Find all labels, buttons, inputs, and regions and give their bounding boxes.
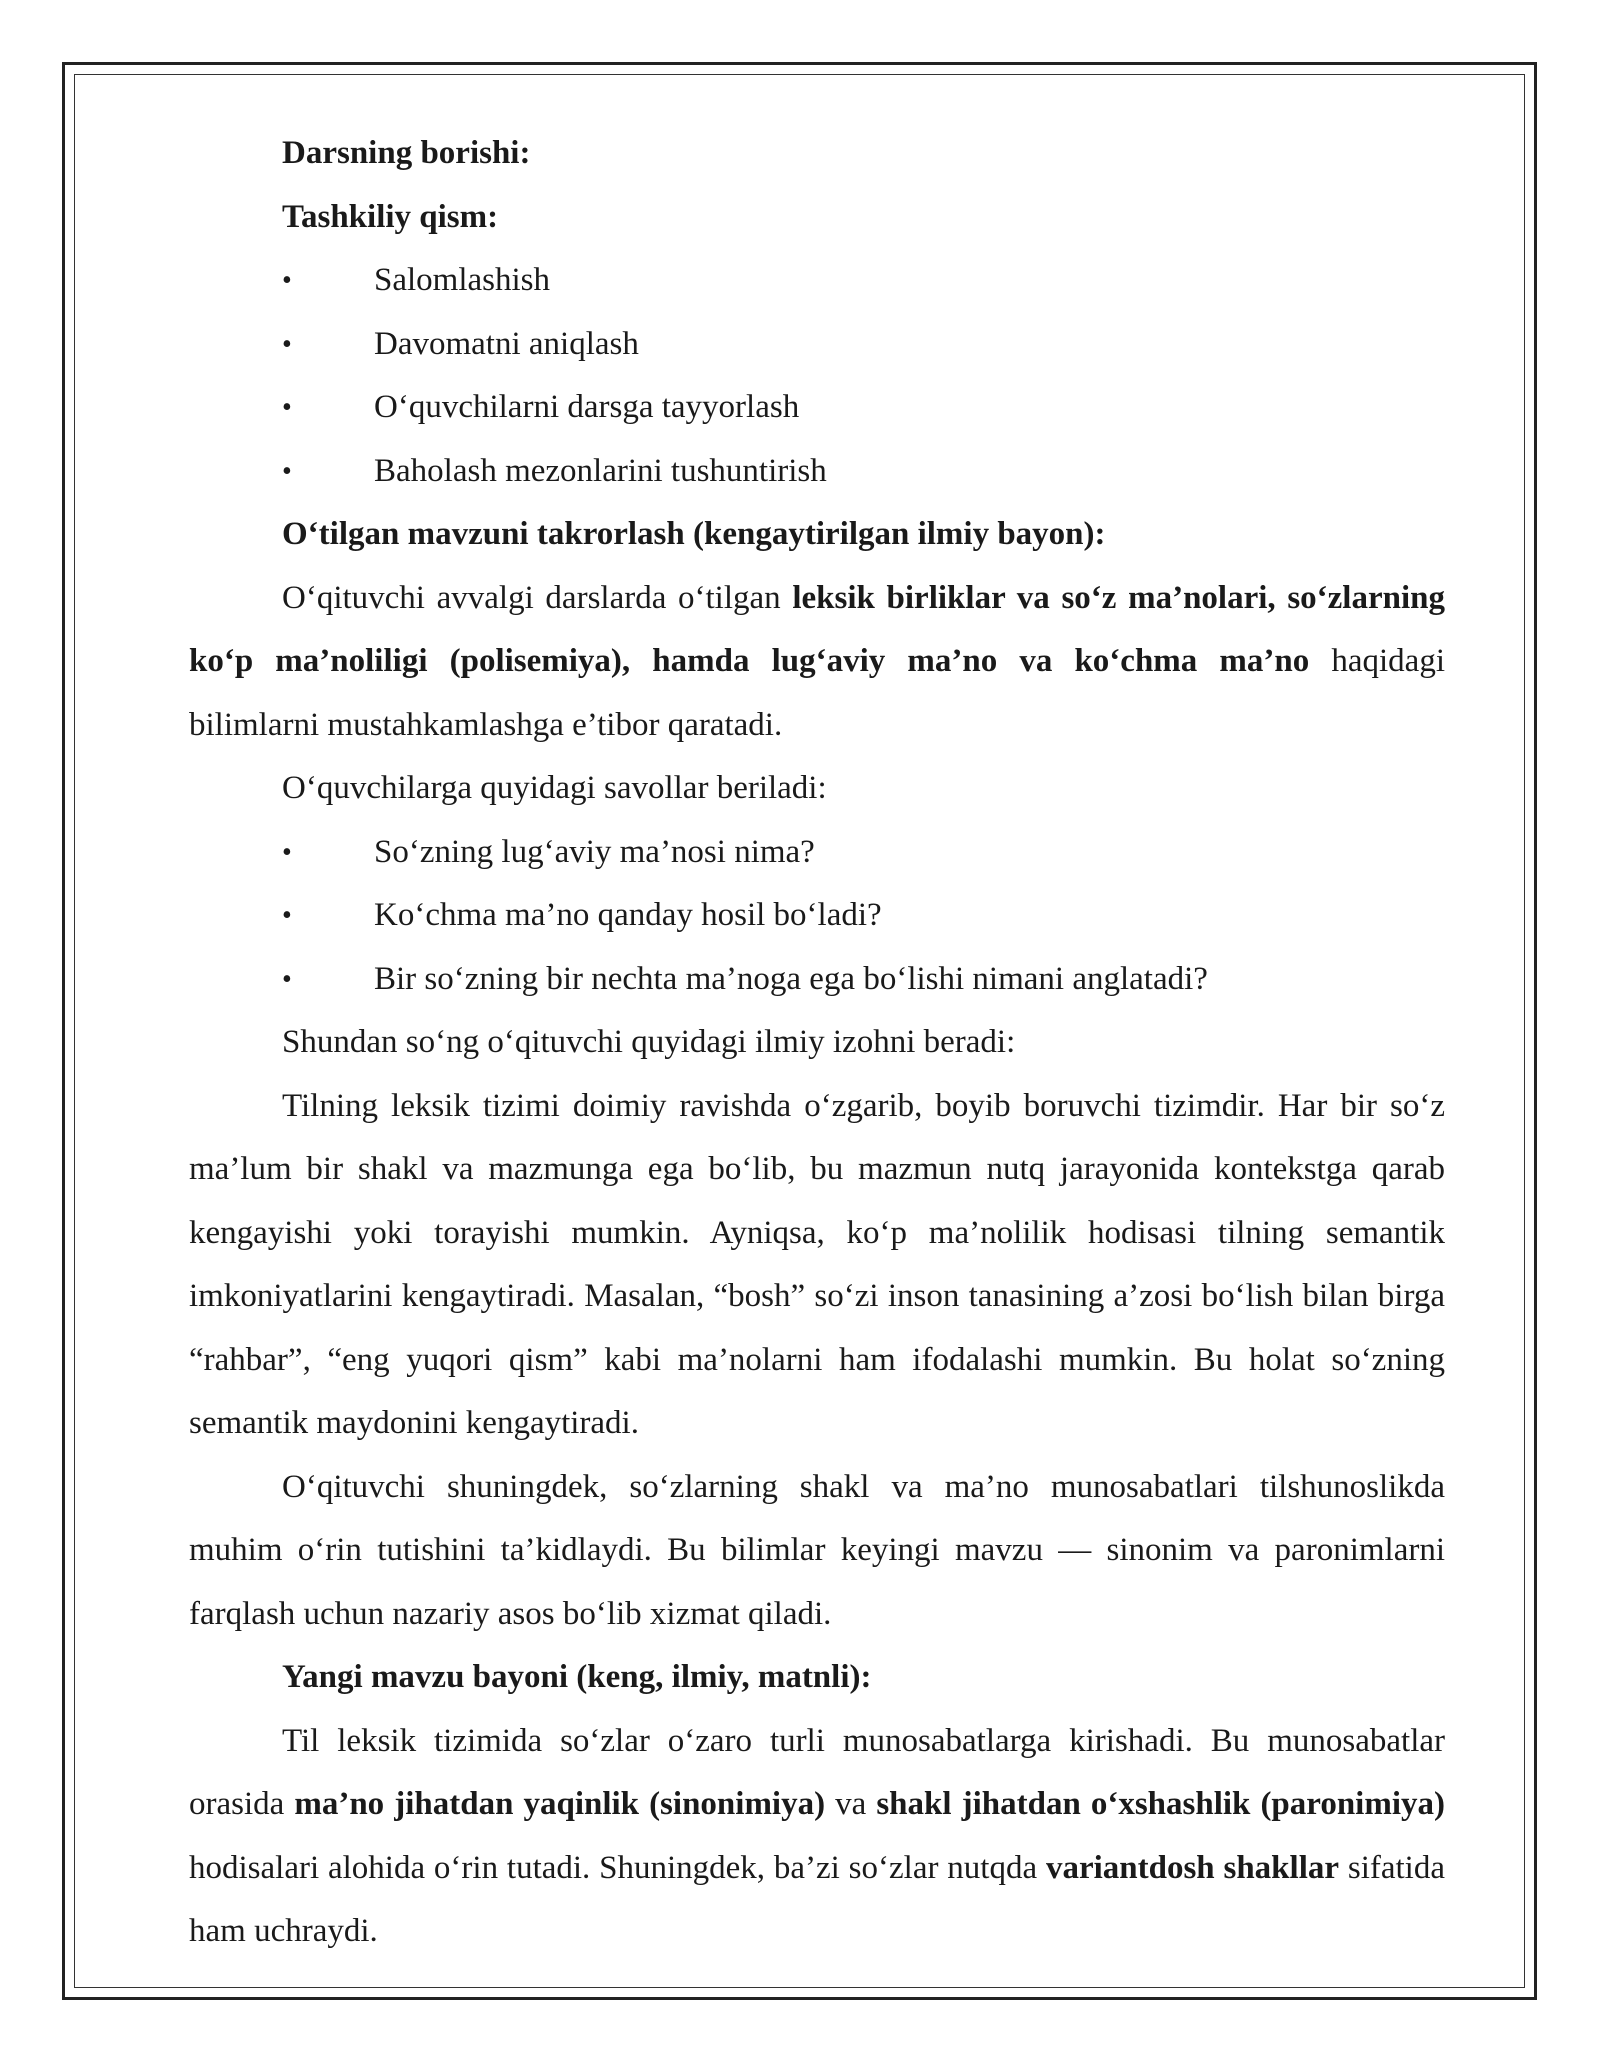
izoh-intro: Shundan so‘ng o‘qituvchi quyidagi ilmiy izohni beradi:: [282, 1024, 1016, 1060]
paragraph-review: [189, 567, 1445, 758]
heading-takrorlash: O‘tilgan mavzuni takrorlash (kengaytirilgan ilmiy bayon):: [282, 516, 1106, 552]
paragraph-text: sifatida ham uchraydi.: [189, 1849, 1445, 1949]
list-item-text: O‘quvchilarni darsga tayyorlash: [374, 389, 800, 425]
list-item-text: Davomatni aniqlash: [374, 325, 639, 362]
bullet-icon: •: [282, 455, 292, 487]
paragraph-new-topic: [189, 1710, 1445, 1964]
list-item-text: So‘zning lug‘aviy ma’nosi nima?: [374, 833, 815, 870]
bullet-icon: •: [282, 963, 292, 995]
bullet-icon: •: [282, 900, 292, 931]
list-item: [189, 440, 1445, 504]
bold-text: variantdosh shakllar: [1045, 1849, 1340, 1886]
paragraph-text: Til leksik tizimida so‘zlar o‘zaro turli munosabatlarga kirishadi. Bu munosabatlar orasida: [189, 1722, 1445, 1822]
bullet-icon: •: [282, 392, 292, 423]
list-item-text: Baholash mezonlarini tushuntirish: [374, 452, 827, 489]
bold-text: leksik birliklar va so‘z ma’nolari, so‘zlarning ko‘p ma’noliligi (polisemiya), hamda lug‘aviy ma’no va ko‘chma ma’no: [189, 579, 1445, 679]
bold-text: ma’no jihatdan yaqinlik (sinonimiya): [294, 1786, 826, 1822]
bold-text: shakl jihatdan o‘xshashlik (paronimiya): [876, 1786, 1446, 1822]
list-item: [189, 884, 1445, 948]
paragraph-teacher-notes: O‘qituvchi shuningdek, so‘zlarning shakl va ma’no munosabatlari tilshunoslikda muhim o‘rin tutishini ta’kidlaydi. Bu bilimlar keyingi mavzu — sinonim va paronimlarni farqlash uchun nazariy asos bo‘lib xizmat qiladi.: [189, 1468, 1445, 1632]
list-item: [189, 313, 1445, 377]
paragraph-text: va: [825, 1786, 877, 1822]
bullet-icon: •: [282, 328, 292, 360]
paragraph-text: O‘qituvchi avvalgi darslarda o‘tilgan: [282, 579, 793, 616]
list-item-text: Salomlashish: [374, 262, 551, 298]
heading-tashkiliy-qism: Tashkiliy qism:: [282, 198, 499, 235]
paragraph-text: haqidagi bilimlarni mustahkamlashga e’tibor qaratadi.: [189, 643, 1445, 743]
questions-intro: O‘quvchilarga quyidagi savollar beriladi:: [282, 770, 827, 806]
list-item: [189, 376, 1445, 440]
tashkiliy-list: [189, 249, 1445, 503]
bullet-icon: •: [282, 836, 292, 868]
document-body: [189, 122, 1445, 1964]
paragraph-text: hodisalari alohida o‘rin tutadi. Shuningdek, ba’zi so‘zlar nutqda: [189, 1849, 1046, 1886]
list-item-text: Ko‘chma ma’no qanday hosil bo‘ladi?: [374, 897, 882, 933]
questions-list: [189, 821, 1445, 1012]
list-item: [189, 948, 1445, 1012]
list-item: [189, 821, 1445, 885]
list-item: [189, 249, 1445, 313]
bullet-icon: •: [282, 265, 292, 296]
list-item-text: Bir so‘zning bir nechta ma’noga ega bo‘lishi nimani anglatadi?: [374, 960, 1208, 997]
paragraph-lexical-system: Tilning leksik tizimi doimiy ravishda o‘zgarib, boyib boruvchi tizimdir. Har bir so‘z ma’lum bir shakl va mazmunga ega bo‘lib, bu mazmun nutq jarayonida kontekstga qarab kengayishi yoki torayishi mumkin. Ayniqsa, ko‘p ma’nolilik hodisasi tilning semantik imkoniyatlarini kengaytiradi. Masalan, “bosh” so‘zi inson tanasining a’zosi bo‘lish bilan birga “rahbar”, “eng yuqori qism” kabi ma’nolarni ham ifodalashi mumkin. Bu holat so‘zning semantik maydonini kengaytiradi.: [189, 1087, 1445, 1441]
heading-darsning-borishi: Darsning borishi:: [282, 135, 531, 171]
heading-yangi-mavzu: Yangi mavzu bayoni (keng, ilmiy, matnli):: [282, 1659, 872, 1695]
